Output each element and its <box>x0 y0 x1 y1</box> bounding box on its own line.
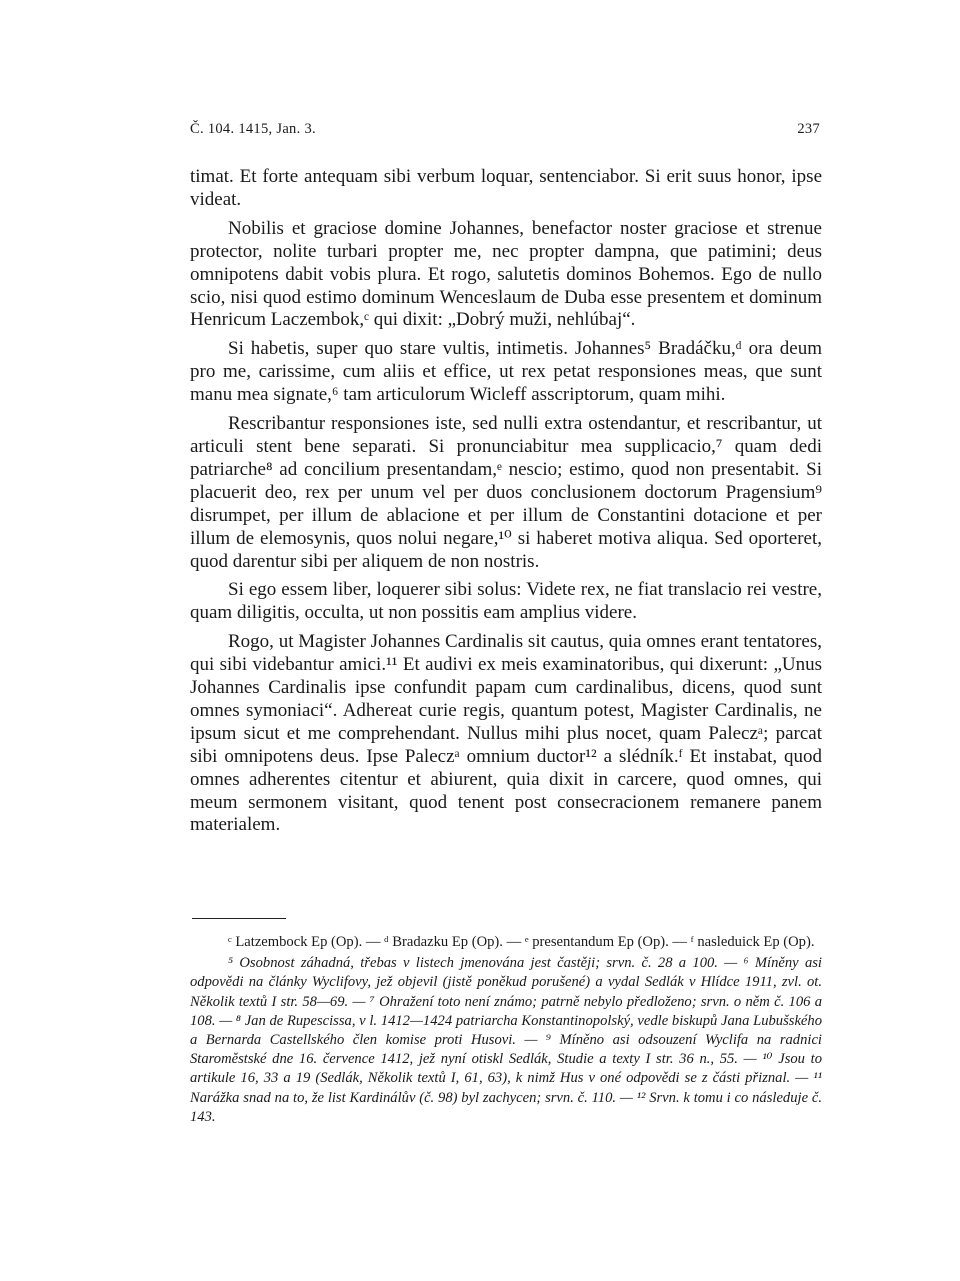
paragraph: Si habetis, super quo stare vultis, intimetis. Johannes⁵ Bradáčku,ᵈ ora deum pro me, carissime, cum aliis et effice, ut rex petat responsiones meas, que sunt manu mea signate,⁶ tam articulorum Wicleff asscriptorum, quam mihi. <box>190 338 822 406</box>
paragraph: Si ego essem liber, loquerer sibi solus: Videte rex, ne fiat translacio rei vestre, quam diligitis, occulta, ut non possitis eam amplius videre. <box>190 579 822 624</box>
paragraph: Nobilis et graciose domine Johannes, benefactor noster graciose et strenue protector, nolite turbari propter me, nec propter dampna, que patimini; deus omnipotens dabit vobis plura. Et rogo, salutetis dominos Bohemos. Ego de nullo scio, nisi quod estimo dominum Wenceslaum de Duba esse presentem et dominum Henricum Laczembok,ᶜ qui dixit: „Dobrý muži, nehlúbaj“. <box>190 217 822 331</box>
commentary-notes: ⁵ Osobnost záhadná, třebas v listech jmenována jest častěji; srvn. č. 28 a 100. — ⁶ Míněny asi odpovědi na články Wyclifovy, jež objevil (jistě poněkud porušené) a vydal Sedlák v Hlídce 1911, zvl. ot. Několik textů I str. 58—69. — ⁷ Ohražení toto není známo; patrně nebylo předloženo; srvn. o něm č. 106 a 108. — ⁸ Jan de Rupescissa, v l. 1412—1424 patriarcha Konstantinopolský, vedle biskupů Jana Lubušského a Bernarda Castellského člen komise proti Husovi. — ⁹ Míněno asi odsouzení Wyclifa na radnici Staroměstské dne 16. července 1412, jež nyní otiskl Sedlák, Studie a texty I str. 36 n., 55. — ¹⁰ Jsou to artikule 16, 33 a 19 (Sedlák, Několik textů I, 61, 63), k nimž Hus v oné odpovědi se z části přiznal. — ¹¹ Narážka snad na to, že list Kardinálův (č. 98) byl zachycen; srvn. č. 110. — ¹² Srvn. k tomu i co následuje č. 143. <box>190 955 822 1125</box>
footnotes <box>190 933 822 1129</box>
footnote-divider <box>192 918 286 919</box>
paragraph: Rogo, ut Magister Johannes Cardinalis sit cautus, quia omnes erant tentatores, qui sibi videbantur amici.¹¹ Et audivi ex meis examinatoribus, qui dixerunt: „Unus Johannes Cardinalis ipse confundit papam cum cardinalibus, dicens, quod sunt omnes symoniaci“. Adhereat curie regis, quantum potest, Magister Cardinalis, ne ipsum sicut et me comprehendant. Nullus mihi plus nocet, quam Paleczᵃ; parcat sibi omnipotens deus. Ipse Paleczᵃ omnium ductor¹² a slédník.ᶠ Et instabat, quod omnes adherentes citentur et abiurent, quia dixit in carcere, quod omnes, qui meum sermonem visitant, quod tenent post consecracionem remanere panem materialem. <box>190 631 822 836</box>
running-head <box>190 121 820 138</box>
variant-notes: ᶜ Latzembock Ep (Op). — ᵈ Bradazku Ep (Op). — ᵉ presentandum Ep (Op). — ᶠ nasleduick Ep (Op). <box>228 934 815 950</box>
main-text <box>190 166 822 843</box>
page-number: 237 <box>797 121 820 137</box>
running-head-title: Č. 104. 1415, Jan. 3. <box>190 121 316 137</box>
paragraph: timat. Et forte antequam sibi verbum loquar, sentenciabor. Si erit suus honor, ipse videat. <box>190 166 822 210</box>
paragraph: Rescribantur responsiones iste, sed nulli extra ostendantur, et rescribantur, ut articuli stent bene separati. Si pronunciabitur mea supplicacio,⁷ quam dedi patriarche⁸ ad concilium presentandam,ᵉ nescio; estimo, quod non presentabit. Si placuerit deo, rex per unum vel per duos conclusionem doctorum Pragensium⁹ disrumpet, per illum de ablacione et per illum de Constantini dotacione et per illum de elemosynis, quos nolui negare,¹⁰ si haberet motiva aliqua. Sed oporteret, quod darentur sibi per aliquem de non nostris. <box>190 413 822 572</box>
